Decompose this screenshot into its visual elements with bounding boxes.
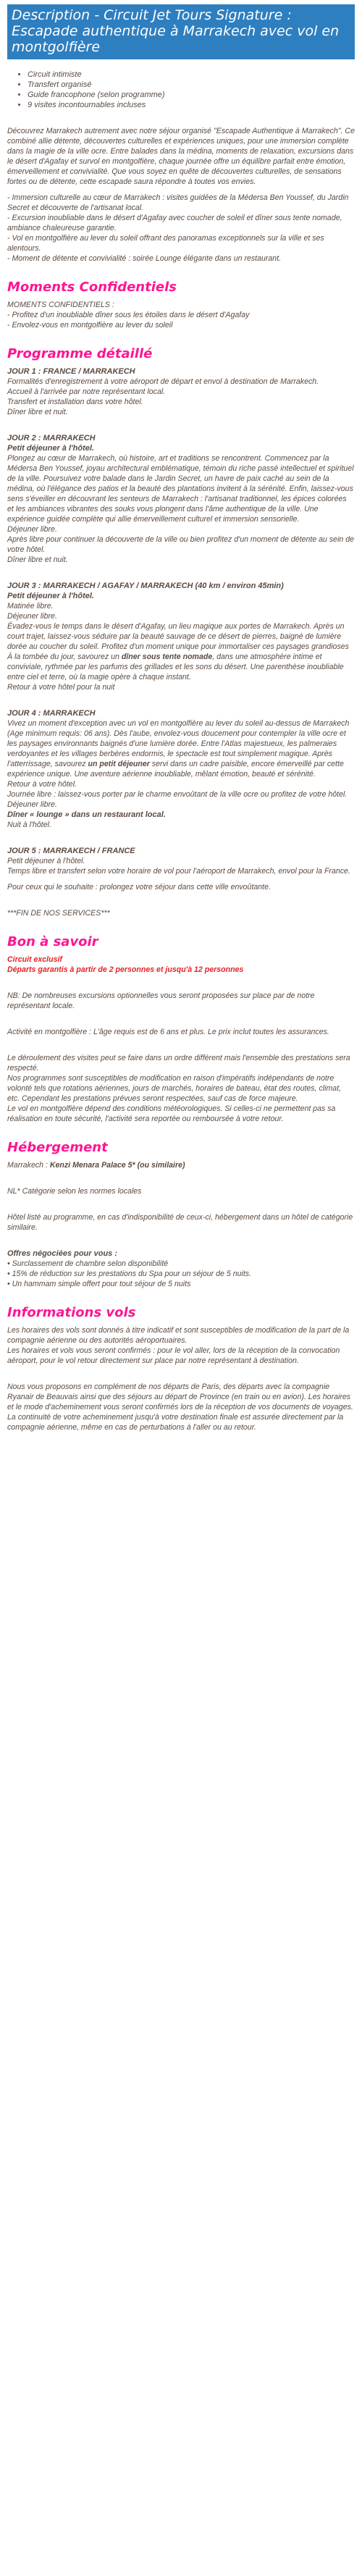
page [7,4,355,1432]
page-title: Description - Circuit Jet Tours Signature : Escapade authentique à Marrakech avec vol en montgolfière [7,4,355,59]
day-line: Temps libre et transfert selon votre horaire de vol pour l'aéroport de Marrakech, envol pour la France. [7,867,350,876]
day-line: Petit déjeuner à l'hôtel. [7,857,85,865]
intro-paragraph: Découvrez Marrakech autrement avec notre séjour organisé "Escapade Authentique à Marrakech". Ce combiné allie détente, découvertes culturelles et expériences uniques, pour une immersion complète dans la magie de la ville ocre. Entre balades dans la médina, moments de relaxation, excursions dans le désert d'Agafay et survol en montgolfière, chaque journée offre un équilibre parfait entre émotion, émerveillement et convivialité. Que vous soyez en quête de découvertes culturelles, de sensations fortes ou de détente, cette escapade saura répondre à toutes vos envies. [7,127,355,186]
text-segment: À la tombée du jour, savourez un [7,653,122,661]
hotel-name: Kenzi Menara Palace 5* (ou similaire) [49,1161,185,1170]
day-line-bold: Dîner « lounge » dans un restaurant local. [7,810,166,819]
vols-paragraph: Les horaires et vols vous seront confirmés : pour le vol aller, lors de la réception de la convocation aéroport, pour le vol retour directement sur place par notre représentant à destination. [7,1346,340,1365]
hotel-note: Hôtel listé au programme, en cas d'indisponibilité de ceux-ci, hébergement dans un hôtel de catégorie similaire. [7,1213,353,1232]
day-line: Formalités d'enregistrement à votre aéroport de départ et envol à destination de Marrakech. [7,377,319,386]
info-paragraph: Activité en montgolfière : L'âge requis est de 6 ans et plus. Le prix inclut toutes les assurances. [7,1028,329,1036]
hotel-city: Marrakech : [7,1161,50,1170]
vols-paragraph: La continuité de votre acheminement jusqu'à votre destination finale est assurée directement par la compagnie aérienne, même en cas de perturbations à l'aller ou au retour. [7,1413,344,1432]
vols-paragraph: Les horaires des vols sont donnés à titre indicatif et sont susceptibles de modification de la part de la compagnie aérienne ou des autorités aéroportuaires. [7,1326,350,1345]
intro-highlight: - Vol en montgolfière au lever du soleil offrant des panoramas exceptionnels sur la ville et ses alentours. [7,234,324,253]
day-line: Déjeuner libre. [7,525,57,534]
offres-heading: Offres négociées pour vous : [7,1249,118,1258]
day-line: Pour ceux qui le souhaite : prolongez votre séjour dans cette ville envoûtante. [7,883,271,891]
moments-label: MOMENTS CONFIDENTIELS : [7,301,114,309]
day-line: Nuit à l'hôtel. [7,821,51,829]
info-paragraph: Le vol en montgolfière dépend des conditions météorologiques. Si celles-ci ne permettent pas sa réalisation en toute sécurité, l'activité sera reportée ou remboursée à votre retour. [7,1104,336,1123]
day-line: Accueil à l'arrivée par notre représentant local. [7,387,166,396]
day-line: Transfert et installation dans votre hôtel. [7,398,143,406]
day-line: Dîner libre et nuit. [7,408,68,416]
info-paragraph: Nos programmes sont susceptibles de modification en raison d'impératifs indépendants de notre volonté tels que rotations aériennes, jours de marchés, horaires de bateau, état des routes, climat, etc. Cependant les prestations prévues seront respectées, sauf cas de force majeure. [7,1074,342,1103]
vols-heading: Informations vols [7,1305,136,1320]
day-paragraph [7,652,355,682]
moments-item: - Profitez d'un inoubliable dîner sous les étoiles dans le désert d'Agafay [7,311,250,319]
hotel-line [7,1160,355,1170]
intro-highlight: - Immersion culturelle au cœur de Marrakech : visites guidées de la Médersa Ben Youssef, du Jardin Secret et découverte de l'artisanat local. [7,193,349,212]
day-title: JOUR 3 : MARRAKECH / AGAFAY / MARRAKECH (40 km / environ 45min) [7,582,284,590]
intro-highlight: - Excursion inoubliable dans le désert d'Agafay avec coucher de soleil et dîner sous tente nomade, ambiance chaleureuse garantie. [7,214,342,232]
text-emphasis: un petit déjeuner [88,760,150,768]
day-line: Dîner libre et nuit. [7,555,68,564]
day-5 [7,846,355,892]
day-title: JOUR 4 : MARRAKECH [7,709,96,718]
feature-item: • Circuit intimiste [28,70,355,80]
day-line: Après libre pour continuer la découverte de la ville ou bien profitez d'un moment de détente au sein de votre hôtel. [7,535,355,554]
offre-item: • Un hammam simple offert pour tout séjour de 5 nuits [7,1280,191,1288]
day-line: Journée libre : laissez-vous porter par le charme envoûtant de la ville ocre ou profitez de votre hôtel. [7,790,348,799]
text-segment: , dans une atmosphère intime et conviviale, rythmée par les parfums des grillades et les sons du désert. Une parenthèse inoubliable entre ciel et terre, où la magie opère à chaque instant. [7,653,344,681]
day-title: JOUR 5 : MARRAKECH / FRANCE [7,847,135,855]
programme-heading: Programme détaillé [7,346,153,361]
hebergement-heading: Hébergement [7,1140,108,1155]
departures-notice: Départs garantis à partir de 2 personnes et jusqu'à 12 personnes [7,965,244,974]
day-title: JOUR 1 : FRANCE / MARRAKECH [7,367,135,376]
day-paragraph: Évadez-vous le temps dans le désert d'Agafay, un lieu magique aux portes de Marrakech. Après un court trajet, laissez-vous séduire par la beauté sauvage de ce désert de pierres, baigné de lumière dorée au coucher du soleil. Profitez d'un moment unique pour immortaliser ces paysages grandioses [7,622,349,651]
feature-item: • Transfert organisé [28,80,355,90]
feature-item: • Guide francophone (selon programme) [28,90,355,100]
day-3 [7,581,355,692]
moments-heading: Moments Confidentiels [7,280,177,295]
day-line: Déjeuner libre. [7,612,57,621]
offre-item: • Surclassement de chambre selon disponibilité [7,1259,169,1268]
day-subtitle: Petit déjeuner à l'hôtel. [7,444,94,453]
intro-highlight: - Moment de détente et convivialité : soirée Lounge élégante dans un restaurant. [7,254,282,263]
feature-list [7,70,355,110]
day-paragraph: Plongez au cœur de Marrakech, où histoire, art et traditions se rencontrent. Commencez par la Médersa Ben Youssef, joyau architectural emblématique, témoin du riche passé intellectuel et spirituel de la ville. Poursuivez votre balade dans le Jardin Secret, un havre de paix caché au sein de la médina, où l'élégance des patios et la beauté des plantations invitent à la sérénité. Enfin, laissez-vous sens s'éveiller en découvrant les senteurs de Marrakech : l'artisanat traditionnel, les épices colorées et les ambiances vibrantes des souks vous plongent dans l'âme authentique de la ville. Une expérience guidée complète qui allie émerveillement culturel et immersion sensorielle. [7,454,354,524]
bon-a-savoir-heading: Bon à savoir [7,934,98,949]
intro-section [7,126,355,264]
info-paragraph: NB: De nombreuses excursions optionnelles vous seront proposées sur place par de notre représentant locale. [7,991,315,1010]
day-2 [7,433,355,565]
day-title: JOUR 2 : MARRAKECH [7,434,96,442]
day-line: Retour à votre hôtel. [7,780,77,789]
text-emphasis: dîner sous tente nomade [121,653,213,661]
day-4 [7,708,355,830]
day-line: Retour à votre hôtel pour la nuit [7,683,115,692]
day-1 [7,366,355,417]
vols-paragraph: Nous vous proposons en complément de nos départs de Paris, des départs avec la compagnie Ryanair de Beauvais ainsi que des séjours au départ de Province (en train ou en avion). Les horaires et le mode d'acheminement vous seront confirmés lors de la réception de vos documents de voyages. [7,1383,353,1411]
moments-item: - Envolez-vous en montgolfière au lever du soleil [7,321,173,330]
feature-item: • 9 visites incontournables incluses [28,100,355,110]
end-of-services: ***FIN DE NOS SERVICES*** [7,909,110,918]
text-segment: Vivez un moment d'exception avec un vol en montgolfière au lever du soleil au-dessus de Marrakech (Age minimum requis: 06 ans). Dès l'aube, envolez-vous doucement pour contempler la ville ocre et les paysages environnants baignés d'une lumière dorée. Entre l'Atlas majestueux, les palmeraies verdoyantes et les villages berbères endormis, le spectacle est tout simplement magique. Après l'atterrissage, savourez [7,719,350,768]
offre-item: • 15% de réduction sur les prestations du Spa pour un séjour de 5 nuits. [7,1270,252,1278]
text-segment: servi dans un cadre paisible, encore émerveillé par cette expérience unique. Une aventure aérienne inoubliable, mêlant émotion, beauté et sérénité. [7,760,344,779]
day-line: Déjeuner libre. [7,800,57,809]
hotel-category-note: NL* Catégorie selon les normes locales [7,1187,142,1196]
day-line: Matinée libre. [7,602,54,611]
day-paragraph [7,718,355,779]
info-paragraph: Le déroulement des visites peut se faire dans un ordre différent mais l'ensemble des prestations sera respecté. [7,1054,350,1073]
day-subtitle: Petit déjeuner à l'hôtel. [7,592,94,600]
exclusive-notice: Circuit exclusif [7,955,62,964]
